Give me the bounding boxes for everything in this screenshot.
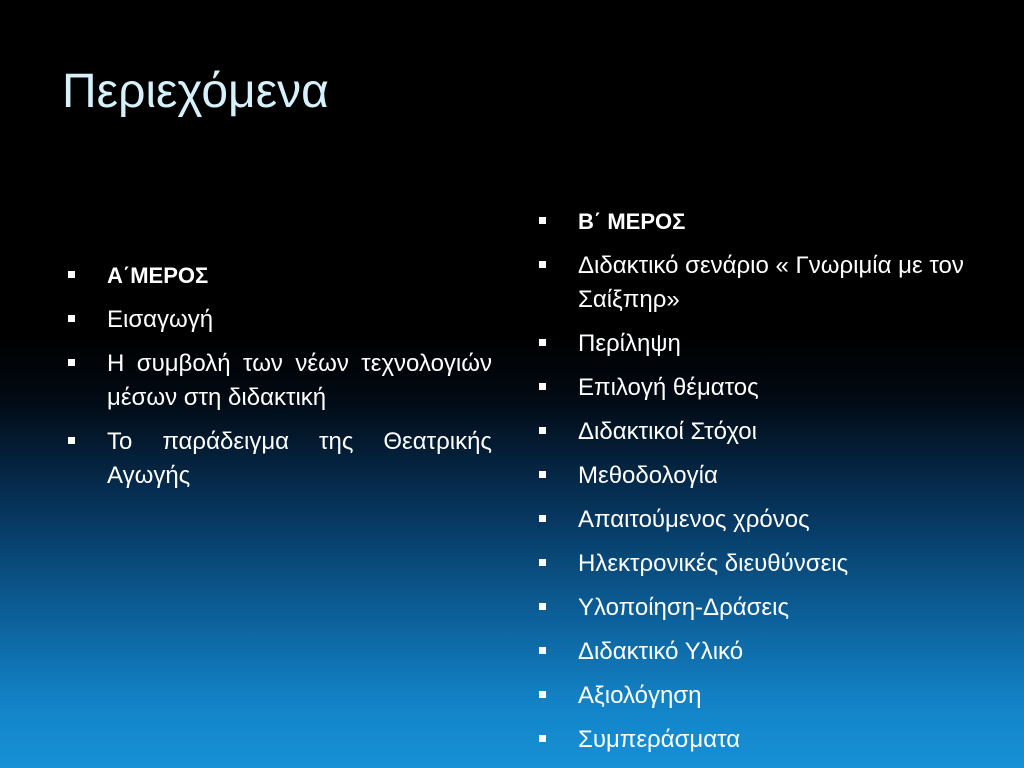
list-item	[539, 723, 965, 757]
list-item	[539, 503, 965, 537]
list-item	[68, 259, 492, 293]
square-bullet-icon	[539, 559, 546, 566]
list-item-text: Ηλεκτρονικές διευθύνσεις	[578, 550, 849, 577]
list-item-text: Η συμβολή των νέων τεχνολογιών μέσων στη διδακτική	[107, 350, 492, 411]
list-item-text: Εισαγωγή	[107, 306, 214, 333]
list-item	[539, 547, 965, 581]
square-bullet-icon	[68, 437, 75, 444]
right-column-list	[539, 205, 965, 767]
square-bullet-icon	[539, 603, 546, 610]
square-bullet-icon	[539, 735, 546, 742]
square-bullet-icon	[68, 271, 75, 278]
square-bullet-icon	[68, 315, 75, 322]
list-item-text: Διδακτικοί Στόχοι	[578, 418, 757, 445]
list-item-text: Απαιτούμενος χρόνος	[578, 506, 810, 533]
square-bullet-icon	[539, 383, 546, 390]
square-bullet-icon	[539, 217, 546, 224]
list-item-text: Β΄ ΜΕΡΟΣ	[578, 209, 686, 234]
list-item-text: Συμπεράσματα	[578, 726, 741, 753]
list-item	[539, 591, 965, 625]
square-bullet-icon	[539, 647, 546, 654]
list-item	[539, 415, 965, 449]
list-item-text: Υλοποίηση-Δράσεις	[578, 594, 790, 621]
square-bullet-icon	[68, 359, 75, 366]
slide-title: Περιεχόμενα	[62, 65, 329, 118]
list-item	[539, 371, 965, 405]
square-bullet-icon	[539, 427, 546, 434]
list-item	[539, 679, 965, 713]
list-item-text: Το παράδειγμα της Θεατρικής Αγωγής	[107, 428, 492, 489]
list-item-text: Διδακτικό σενάριο « Γνωριμία με τον Σαίξπηρ»	[578, 252, 964, 313]
list-item	[539, 249, 965, 317]
square-bullet-icon	[539, 691, 546, 698]
square-bullet-icon	[539, 261, 546, 268]
list-item-text: Α΄ΜΕΡΟΣ	[107, 263, 209, 288]
square-bullet-icon	[539, 471, 546, 478]
list-item	[68, 347, 492, 415]
list-item	[68, 303, 492, 337]
list-item-text: Διδακτικό Υλικό	[578, 638, 744, 665]
list-item-text: Περίληψη	[578, 330, 681, 357]
list-item	[539, 327, 965, 361]
list-item	[539, 635, 965, 669]
square-bullet-icon	[539, 515, 546, 522]
list-item	[539, 205, 965, 239]
square-bullet-icon	[539, 339, 546, 346]
list-item-text: Επιλογή θέματος	[578, 374, 759, 401]
list-item-text: Μεθοδολογία	[578, 462, 718, 489]
left-column-list	[68, 259, 492, 503]
list-item-text: Αξιολόγηση	[578, 682, 702, 709]
list-item	[68, 425, 492, 493]
list-item	[539, 459, 965, 493]
